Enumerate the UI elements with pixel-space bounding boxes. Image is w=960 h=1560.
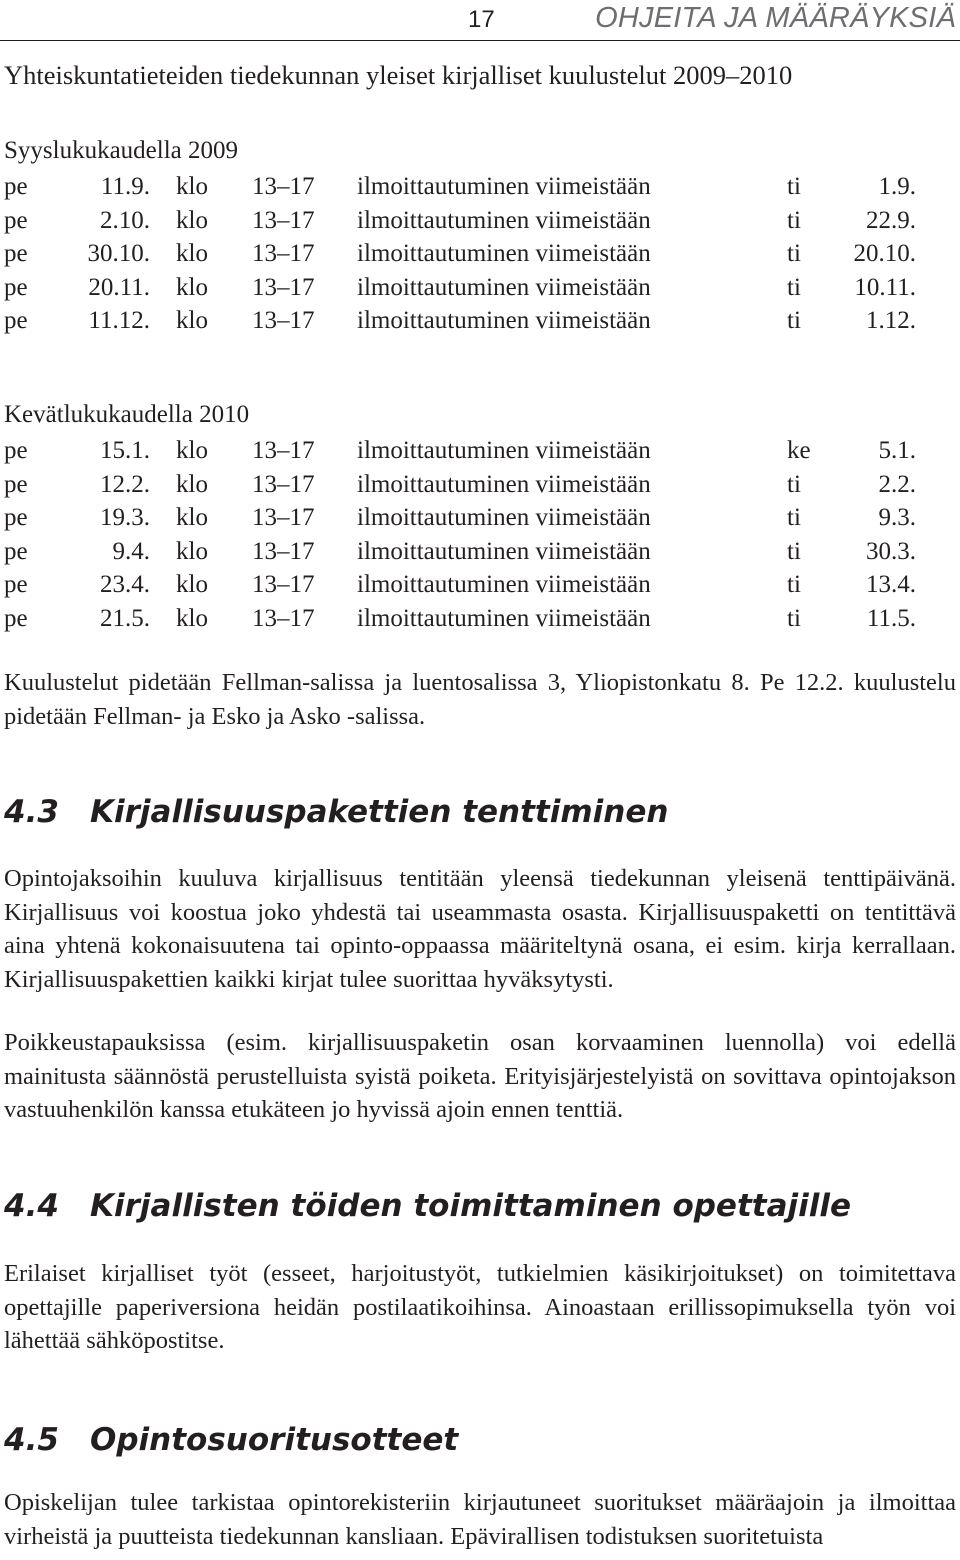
section-number: 4.5	[4, 1422, 59, 1458]
deadline-date: 2.2.	[878, 470, 916, 498]
exam-time: 13–17	[252, 604, 315, 632]
section-title: Kirjallisuuspakettien tenttiminen	[90, 794, 669, 830]
exam-time: 13–17	[252, 240, 315, 267]
exam-time: 13–17	[252, 437, 315, 464]
exam-date: 2.10.	[100, 206, 150, 234]
autumn-term-heading: Syyslukukaudella 2009	[4, 137, 239, 164]
section-heading-4-3	[4, 794, 668, 830]
deadline-weekday: ti	[787, 571, 801, 598]
weekday: pe	[4, 206, 28, 234]
registration-text: ilmoittautuminen viimeistään	[357, 307, 651, 334]
document-title: Yhteiskuntatieteiden tiedekunnan yleiset kirjalliset kuulustelut 2009–2010	[4, 60, 793, 90]
klo-label: klo	[176, 504, 208, 531]
registration-text: ilmoittautuminen viimeistään	[357, 504, 651, 531]
klo-label: klo	[176, 437, 208, 464]
klo-label: klo	[176, 307, 208, 334]
registration-text: ilmoittautuminen viimeistään	[357, 173, 651, 200]
weekday: pe	[4, 173, 28, 200]
deadline-date: 1.12.	[866, 307, 916, 334]
deadline-date: 13.4.	[866, 571, 916, 598]
registration-text: ilmoittautuminen viimeistään	[357, 604, 651, 632]
exam-time: 13–17	[252, 206, 315, 234]
klo-label: klo	[176, 240, 208, 267]
exam-date: 9.4.	[112, 537, 150, 565]
location-note: Kuulustelut pidetään Fellman-salissa ja luentosalissa 3, Yliopistonkatu 8. Pe 12.2. kuulustelu pidetään Fellman- ja Esko ja Asko -salissa.	[4, 669, 956, 730]
deadline-weekday: ti	[787, 307, 801, 334]
spring-schedule	[0, 434, 960, 635]
deadline-date: 30.3.	[866, 537, 916, 565]
deadline-date: 1.9.	[878, 173, 916, 200]
schedule-row	[0, 568, 960, 602]
deadline-date: 22.9.	[866, 206, 916, 234]
deadline-weekday: ti	[787, 206, 801, 234]
schedule-row	[0, 170, 960, 204]
deadline-weekday: ti	[787, 470, 801, 498]
exam-time: 13–17	[252, 504, 315, 531]
exam-date: 30.10.	[87, 240, 150, 267]
deadline-date: 10.11.	[854, 273, 916, 301]
deadline-date: 9.3.	[878, 504, 916, 531]
weekday: pe	[4, 504, 28, 531]
deadline-date: 11.5.	[866, 604, 916, 632]
exam-date: 21.5.	[100, 604, 150, 632]
exam-time: 13–17	[252, 537, 315, 565]
exam-time: 13–17	[252, 470, 315, 498]
weekday: pe	[4, 571, 28, 598]
registration-text: ilmoittautuminen viimeistään	[357, 537, 651, 565]
schedule-row	[0, 535, 960, 569]
exam-time: 13–17	[252, 307, 315, 334]
deadline-weekday: ti	[787, 604, 801, 632]
schedule-row	[0, 204, 960, 238]
section-4-3-paragraph-1: Opintojaksoihin kuuluva kirjallisuus tentitään yleensä tiedekunnan yleisenä tenttipäivänä. Kirjallisuus voi koostua joko yhdestä tai useammasta osasta. Kirjallisuuspaketti on tentittävä aina yhtenä kokonaisuutena tai opinto-oppaassa määriteltynä osana, ei esim. kirja kerrallaan. Kirjallisuuspakettien kaikki kirjat tulee suorittaa hyväksytysti.	[4, 865, 956, 993]
page-header	[0, 0, 960, 44]
section-heading-4-5	[4, 1422, 458, 1458]
section-title: Opintosuoritusotteet	[90, 1422, 459, 1458]
exam-date: 11.9.	[100, 173, 150, 200]
exam-time: 13–17	[252, 571, 315, 598]
registration-text: ilmoittautuminen viimeistään	[357, 273, 651, 301]
registration-text: ilmoittautuminen viimeistään	[357, 571, 651, 598]
schedule-row	[0, 237, 960, 271]
header-rule	[0, 40, 960, 41]
klo-label: klo	[176, 470, 208, 498]
deadline-weekday: ti	[787, 240, 801, 267]
deadline-weekday: ti	[787, 504, 801, 531]
weekday: pe	[4, 307, 28, 334]
registration-text: ilmoittautuminen viimeistään	[357, 206, 651, 234]
weekday: pe	[4, 273, 28, 301]
weekday: pe	[4, 240, 28, 267]
schedule-row	[0, 501, 960, 535]
klo-label: klo	[176, 604, 208, 632]
registration-text: ilmoittautuminen viimeistään	[357, 437, 651, 464]
deadline-weekday: ti	[787, 537, 801, 565]
klo-label: klo	[176, 206, 208, 234]
exam-date: 12.2.	[100, 470, 150, 498]
registration-text: ilmoittautuminen viimeistään	[357, 470, 651, 498]
exam-date: 15.1.	[100, 437, 150, 464]
registration-text: ilmoittautuminen viimeistään	[357, 240, 651, 267]
klo-label: klo	[176, 173, 208, 200]
deadline-weekday: ke	[787, 437, 811, 464]
deadline-date: 20.10.	[853, 240, 916, 267]
weekday: pe	[4, 604, 28, 632]
exam-date: 23.4.	[100, 571, 150, 598]
exam-date: 11.12.	[88, 307, 150, 334]
section-4-5-paragraph-1: Opiskelijan tulee tarkistaa opintorekisteriin kirjautuneet suoritukset määräajoin ja ilmoittaa virheistä ja puutteista tiedekunnan kansliaan. Epävirallisen todistuksen suoritetuista	[4, 1489, 956, 1550]
exam-time: 13–17	[252, 173, 315, 200]
section-heading-4-4	[4, 1188, 851, 1224]
section-4-3-paragraph-2: Poikkeustapauksissa (esim. kirjallisuuspaketin osan korvaaminen luennolla) voi edellä mainitusta säännöstä perustelluista syistä poiketa. Erityisjärjestelyistä on sovittava opintojakson vastuuhenkilön kanssa etukäteen jo hyvissä ajoin ennen tenttiä.	[4, 1029, 956, 1123]
weekday: pe	[4, 437, 28, 464]
deadline-weekday: ti	[787, 273, 801, 301]
weekday: pe	[4, 470, 28, 498]
schedule-row	[0, 271, 960, 305]
section-number: 4.3	[4, 794, 59, 830]
klo-label: klo	[176, 273, 208, 301]
schedule-row	[0, 304, 960, 338]
running-section-label: OHJEITA JA MÄÄRÄYKSIÄ	[595, 2, 956, 34]
exam-date: 19.3.	[100, 504, 150, 531]
schedule-row	[0, 434, 960, 468]
exam-time: 13–17	[252, 273, 315, 301]
section-number: 4.4	[4, 1188, 59, 1224]
autumn-schedule	[0, 170, 960, 338]
exam-date: 20.11.	[88, 273, 150, 301]
page-number: 17	[468, 6, 495, 33]
section-4-4-paragraph-1: Erilaiset kirjalliset työt (esseet, harjoitustyöt, tutkielmien käsikirjoitukset) on toimitettava opettajille paperiversiona heidän postilaatikoihinsa. Ainoastaan erillissopimuksella työn voi lähettää sähköpostitse.	[4, 1260, 956, 1354]
klo-label: klo	[176, 571, 208, 598]
weekday: pe	[4, 537, 28, 565]
schedule-row	[0, 468, 960, 502]
spring-term-heading: Kevätlukukaudella 2010	[4, 401, 250, 428]
klo-label: klo	[176, 537, 208, 565]
deadline-date: 5.1.	[878, 437, 916, 464]
schedule-row	[0, 602, 960, 636]
deadline-weekday: ti	[787, 173, 801, 200]
section-title: Kirjallisten töiden toimittaminen opettajille	[90, 1188, 852, 1224]
